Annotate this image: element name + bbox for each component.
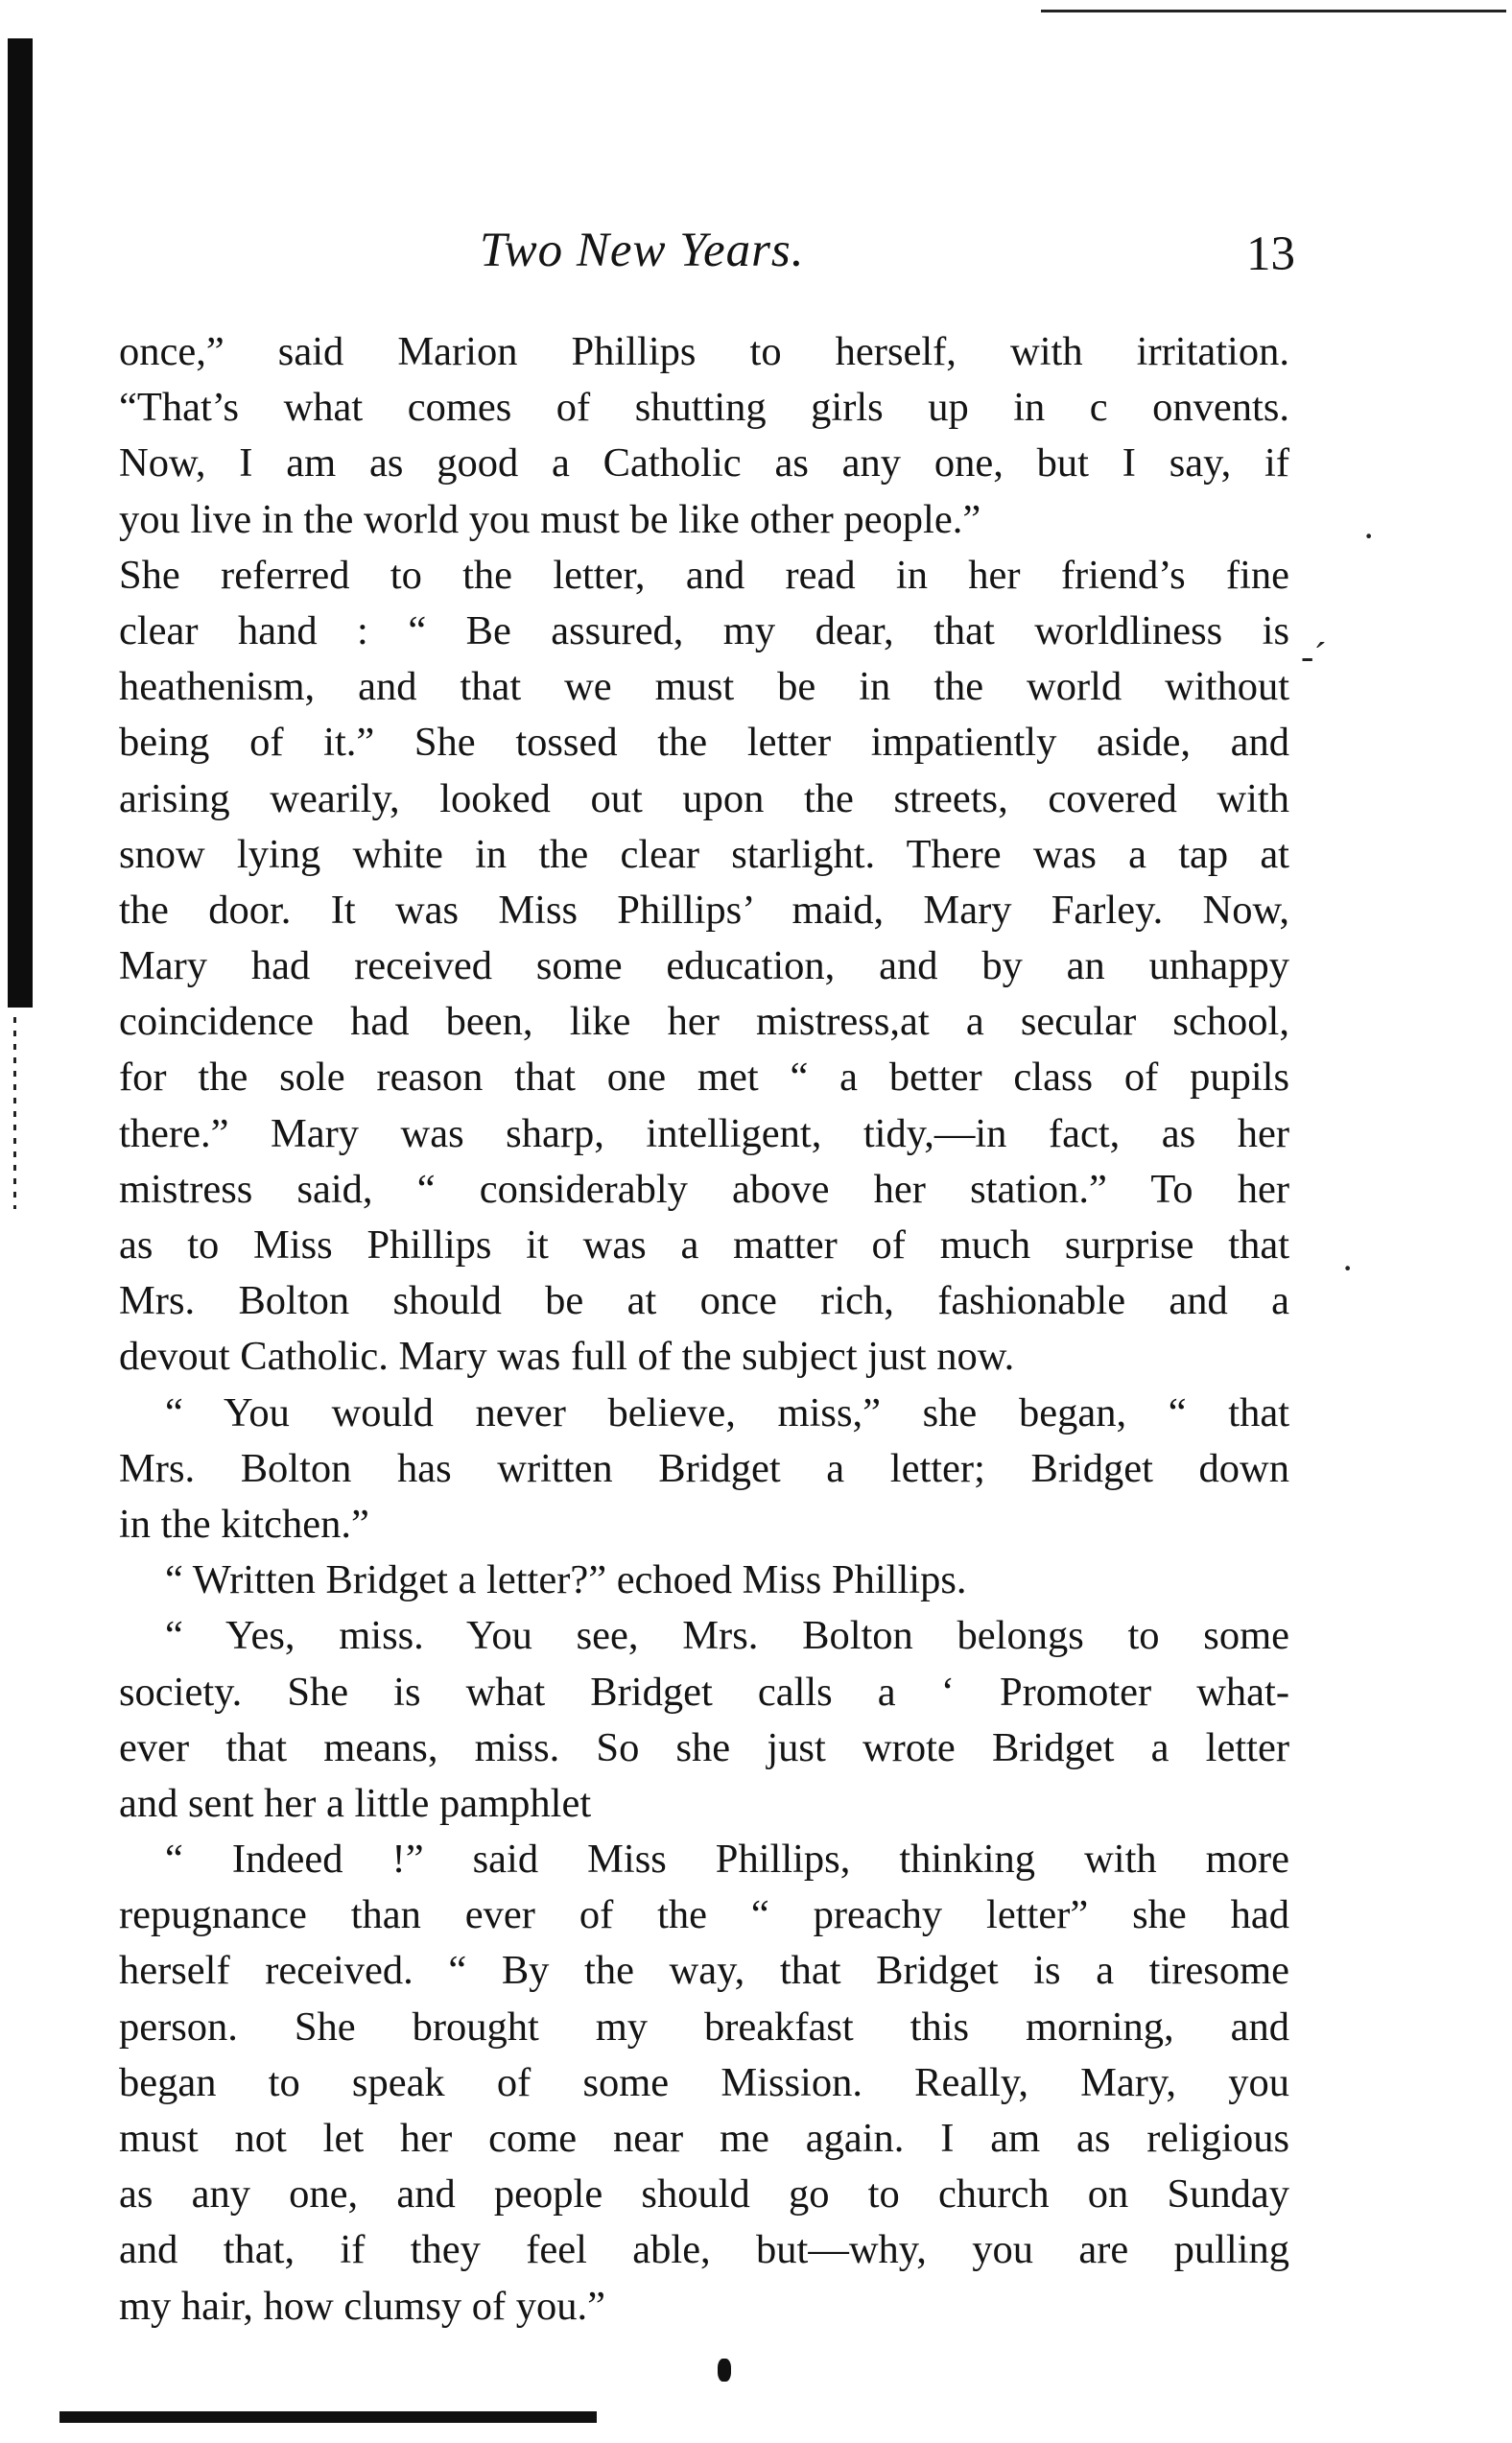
text-line: repugnance than ever of the “ preachy letter” she had: [119, 1892, 1289, 1938]
text-line: “That’s what comes of shutting girls up in c onvents.: [119, 385, 1289, 431]
text-line: Mrs. Bolton has written Bridget a letter; Bridget down: [119, 1445, 1289, 1491]
body-text: [119, 324, 1289, 2335]
margin-dot: ·: [1362, 514, 1376, 557]
text-line: person. She brought my breakfast this morning, and: [119, 2004, 1289, 2050]
scan-edge-shadow: [8, 38, 33, 1008]
text-line: Now, I am as good a Catholic as any one, but I say, if: [119, 440, 1289, 486]
page-header: [115, 223, 1295, 299]
text-line: herself received. “ By the way, that Bridget is a tiresome: [119, 1948, 1289, 1994]
text-line: as to Miss Phillips it was a matter of much surprise that: [119, 1222, 1289, 1268]
text-line: and sent her a little pamphlet: [119, 1780, 592, 1826]
text-line: being of it.” She tossed the letter impatiently aside, and: [119, 720, 1289, 766]
text-line: arising wearily, looked out upon the streets, covered with: [119, 775, 1289, 821]
text-line: clear hand : “ Be assured, my dear, that worldliness is: [119, 607, 1289, 653]
text-line: must not let her come near me again. I am as religious: [119, 2116, 1289, 2161]
text-line: “ Indeed !” said Miss Phillips, thinking with more: [165, 1837, 1289, 1883]
text-line: Mary had received some education, and by an unhappy: [119, 943, 1289, 989]
margin-tick: -´: [1301, 634, 1327, 677]
text-line: ever that means, miss. So she just wrote Bridget a letter: [119, 1724, 1289, 1770]
text-line: there.” Mary was sharp, intelligent, tidy,—in fact, as her: [119, 1110, 1289, 1156]
text-line: “ You would never believe, miss,” she began, “ that: [165, 1389, 1289, 1435]
scan-edge-dots: [13, 1017, 16, 1209]
scan-bottom-rule: [59, 2411, 597, 2423]
page-number: 13: [1246, 227, 1295, 281]
text-line: as any one, and people should go to church on Sunday: [119, 2171, 1289, 2218]
margin-dot: ·: [1341, 1246, 1355, 1290]
text-line: coincidence had been, like her mistress,at a secular school,: [119, 999, 1289, 1045]
text-line: society. She is what Bridget calls a ‘ Promoter what-: [119, 1669, 1289, 1715]
text-line: mistress said, “ considerably above her station.” To her: [119, 1166, 1289, 1212]
text-line: the door. It was Miss Phillips’ maid, Mary Farley. Now,: [119, 887, 1289, 933]
text-line: my hair, how clumsy of you.”: [119, 2283, 606, 2329]
text-line: began to speak of some Mission. Really, Mary, you: [119, 2059, 1289, 2105]
footer-ink-mark: [718, 2359, 731, 2382]
running-head: Two New Years.: [480, 224, 805, 277]
scan-top-rule: [1041, 10, 1506, 12]
text-line: you live in the world you must be like other people.”: [119, 496, 981, 542]
text-line: for the sole reason that one met “ a better class of pupils: [119, 1055, 1289, 1101]
text-line: devout Catholic. Mary was full of the subject just now.: [119, 1334, 1015, 1380]
text-line: heathenism, and that we must be in the world without: [119, 664, 1289, 710]
text-line: snow lying white in the clear starlight. There was a tap at: [119, 831, 1289, 877]
text-line: and that, if they feel able, but—why, you are pulling: [119, 2227, 1289, 2273]
text-line: Mrs. Bolton should be at once rich, fashionable and a: [119, 1278, 1289, 1324]
text-line: “ Written Bridget a letter?” echoed Miss Phillips.: [165, 1557, 967, 1603]
text-line: once,” said Marion Phillips to herself, with irritation.: [119, 329, 1289, 374]
text-line: She referred to the letter, and read in her friend’s fine: [119, 552, 1289, 598]
text-line: “ Yes, miss. You see, Mrs. Bolton belongs to some: [165, 1613, 1289, 1659]
text-line: in the kitchen.”: [119, 1501, 369, 1547]
